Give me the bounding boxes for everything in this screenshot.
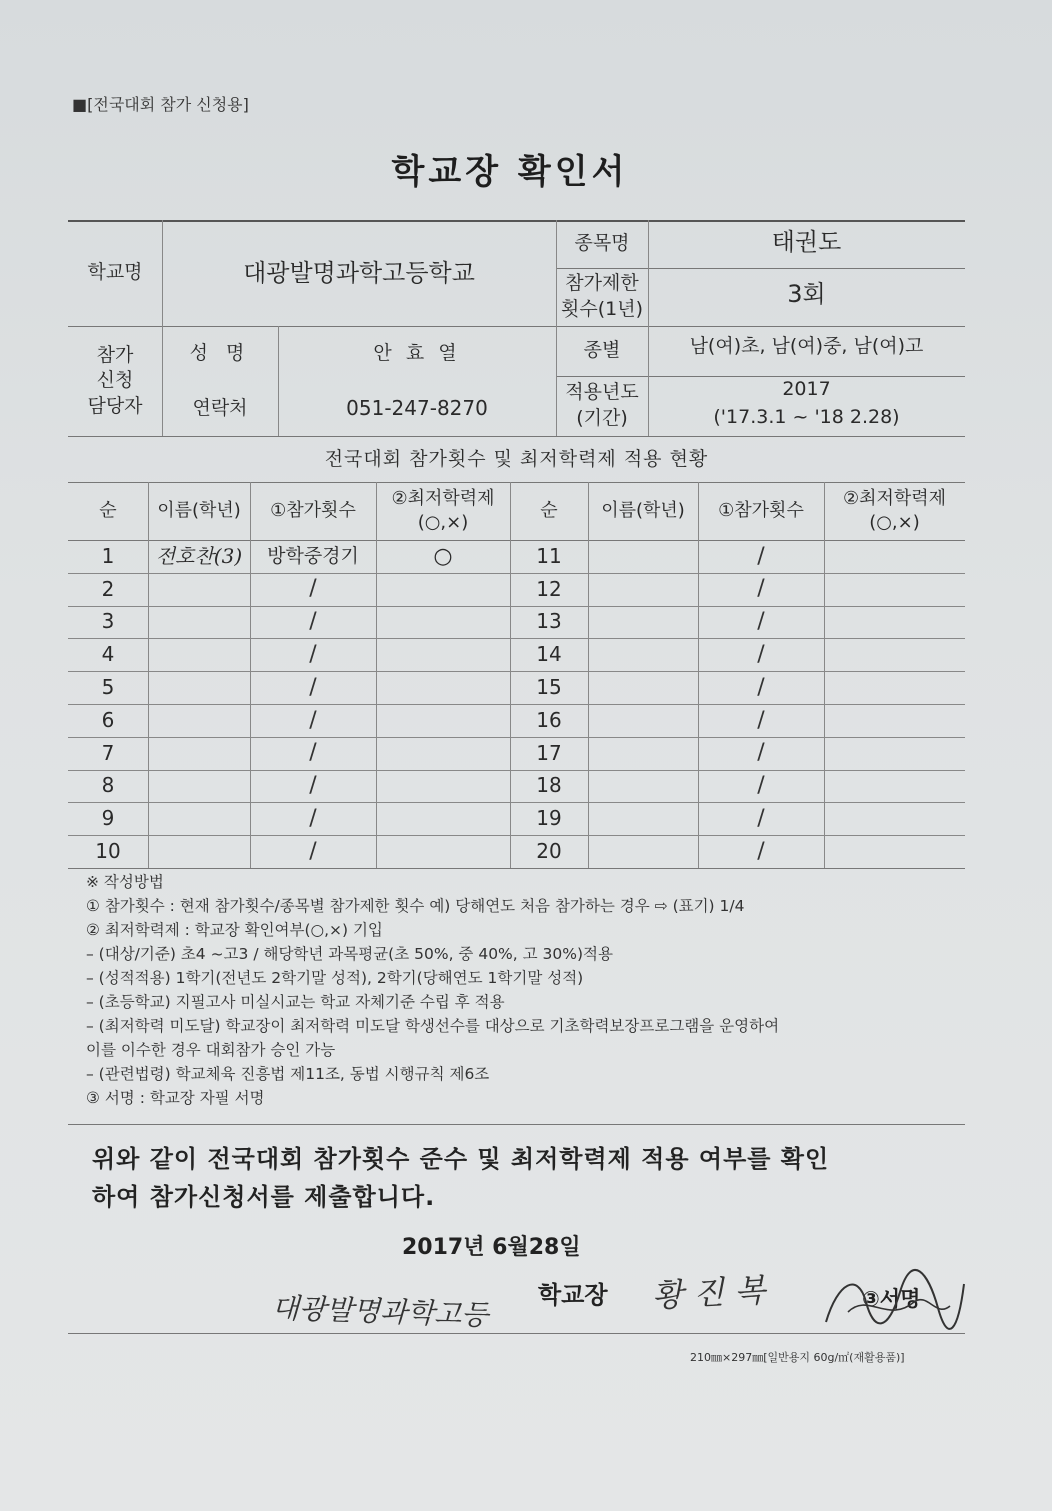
table-cell-mark2 [824,671,965,704]
note-line: ② 최저학력제 : 학교장 확인여부(○,×) 기입 [86,921,383,939]
table-cell-name [148,638,250,671]
year-value: 2017 [782,378,831,401]
signature-scribble [818,1262,968,1348]
table-cell-count: / [309,773,317,799]
table-cell-mark [376,704,510,737]
table-cell-mark [376,606,510,639]
table-cell-name2 [588,638,698,671]
table-cell-no: 8 [101,773,115,798]
table-cell-count2: / [757,674,765,700]
note-line: – (대상/기준) 초4 ~고3 / 해당학년 과목평균(초 50%, 중 40%, 고 30%)적용 [86,945,613,963]
table-cell-mark [376,573,510,606]
table-column-header: ②최저학력제 (○,×) [842,487,947,533]
table-cell-no2: 20 [536,839,562,864]
table-cell-no: 3 [101,609,115,634]
table-cell-no2: 16 [536,707,562,732]
table-cell-name2 [588,573,698,606]
table-cell-no2: 15 [536,675,562,700]
table-cell-mark2 [824,835,965,868]
table-cell-count: / [309,838,317,864]
table-cell-no: 1 [101,543,115,568]
year-label: 적용년도 (기간) [565,381,639,429]
table-column-header: ①참가횟수 [270,499,356,521]
table-cell-count: / [309,609,317,635]
table-column-header: 순 [99,499,117,521]
table-cell-name2 [588,671,698,704]
table-cell-mark [376,835,510,868]
sign-label: ③서명 [862,1287,921,1311]
table-cell-name [148,671,250,704]
handwritten-school-name: 대광발명과학고등 [271,1291,489,1332]
form-usage-label: ■[전국대회 참가 신청용] [72,95,249,114]
table-cell-mark [376,770,510,803]
table-cell-mark2 [824,573,965,606]
note-line: ※ 작성방법 [86,873,164,891]
table-cell-count: / [309,674,317,700]
school-value: 대광발명과학고등학교 [243,258,475,287]
table-cell-name [148,573,250,606]
note-line: ③ 서명 : 학교장 자필 서명 [86,1089,265,1107]
table-cell-count2: / [757,576,765,602]
phone-label: 연락처 [192,396,248,419]
note-line: – (초등학교) 지필고사 미실시교는 학교 자체기준 수립 후 적용 [86,993,505,1011]
table-cell-name [148,704,250,737]
table-cell-name [148,737,250,770]
table-cell-no: 2 [101,576,115,601]
table-cell-name: 전호찬(3) [155,543,243,568]
table-cell-name [148,835,250,868]
table-cell-name2 [588,802,698,835]
declaration-text [92,1140,829,1216]
table-cell-no2: 17 [536,740,562,765]
status-table-title: 전국대회 참가횟수 및 최저학력제 적용 현황 [324,448,709,471]
table-cell-count2: / [757,838,765,864]
school-label: 학교명 [87,261,143,284]
table-cell-mark2 [824,638,965,671]
table-cell-mark2 [824,540,965,573]
table-column-header: 이름(학년) [157,499,241,521]
notes-bottom-rule [68,1124,965,1125]
table-cell-count: 방학중경기 [267,544,359,567]
table-cell-count: / [309,576,317,602]
table-cell-mark2 [824,802,965,835]
table-cell-count: / [309,707,317,733]
table-cell-name2 [588,606,698,639]
table-column-header: ②최저학력제 (○,×) [391,487,495,533]
category-label: 종별 [583,339,621,362]
table-cell-count: / [309,740,317,766]
table-cell-no: 5 [101,675,115,700]
table-cell-count2: / [757,707,765,733]
table-cell-no: 7 [101,740,115,765]
document-title: 학교장 확인서 [391,152,629,192]
table-cell-name2 [588,737,698,770]
phone-value: 051-247-8270 [346,396,488,420]
limit-label: 참가제한 횟수(1년) [561,272,643,320]
paper-spec: 210㎜×297㎜[일반용지 60g/㎡(재활용품)] [690,1351,905,1364]
period-value: ('17.3.1 ~ '18 2.28) [713,406,900,429]
table-cell-name2 [588,835,698,868]
table-cell-mark [376,802,510,835]
table-cell-mark2 [824,737,965,770]
table-cell-name2 [588,770,698,803]
table-cell-count2: / [757,805,765,831]
table-cell-mark [376,737,510,770]
table-cell-count2: / [757,773,765,799]
table-cell-name [148,770,250,803]
info-rule [68,436,965,437]
table-cell-no: 4 [101,642,115,667]
table-cell-count2: / [757,609,765,635]
table-cell-count2: / [757,740,765,766]
table-cell-no2: 11 [536,543,562,568]
table-cell-no: 9 [101,806,115,831]
table-cell-count: / [309,641,317,667]
table-cell-count2: / [757,543,765,569]
principal-label: 학교장 [538,1281,608,1309]
table-cell-mark2 [824,770,965,803]
table-cell-no2: 18 [536,773,562,798]
note-line: 이를 이수한 경우 대회참가 승인 가능 [86,1041,336,1059]
table-cell-count2: / [757,641,765,667]
table-cell-no2: 13 [536,609,562,634]
event-label: 종목명 [574,232,630,255]
writing-instructions [86,870,779,1110]
note-line: – (성적적용) 1학기(전년도 2학기말 성적), 2학기(당해연도 1학기말 성적) [86,969,584,987]
table-cell-no2: 19 [536,806,562,831]
note-line: – (관련법령) 학교체육 진흥법 제11조, 동법 시행규칙 제6조 [86,1065,490,1083]
event-value: 태권도 [771,227,842,256]
table-cell-no: 10 [95,839,121,864]
table-cell-mark [376,671,510,704]
table-cell-name [148,606,250,639]
table-cell-mark2 [824,704,965,737]
name-label: 성 명 [189,341,251,364]
footer-rule [68,1333,965,1334]
table-bottom-rule [68,868,965,869]
table-cell-count: / [309,805,317,831]
handwritten-principal-name: 황 진 복 [651,1271,767,1315]
limit-value: 3회 [787,279,826,308]
declaration-line-1: 위와 같이 전국대회 참가횟수 준수 및 최저학력제 적용 여부를 확인 [92,1145,830,1173]
table-column-header: 이름(학년) [601,499,685,521]
table-cell-name2 [588,704,698,737]
table-column-header: 순 [540,499,558,521]
table-cell-no: 6 [101,707,115,732]
table-cell-name [148,802,250,835]
note-line: ① 참가횟수 : 현재 참가횟수/종목별 참가제한 횟수 예) 당해연도 처음 참가하는 경우 ⇨ (표기) 1/4 [86,897,745,915]
table-cell-mark [376,638,510,671]
name-value: 안 효 열 [373,341,461,364]
contact-label: 참가 신청 담당자 [87,343,143,417]
declaration-line-2: 하여 참가신청서를 제출합니다. [92,1183,436,1211]
table-cell-mark: ○ [433,543,453,569]
table-cell-mark2 [824,606,965,639]
table-cell-no2: 14 [536,642,562,667]
table-column-header: ①참가횟수 [718,499,804,521]
category-value: 남(여)초, 남(여)중, 남(여)고 [689,335,924,358]
table-cell-name2 [588,540,698,573]
table-cell-no2: 12 [536,576,562,601]
submission-date: 2017년 6월28일 [402,1235,581,1260]
note-line: – (최저학력 미도달) 학교장이 최저학력 미도달 학생선수를 대상으로 기초학력보장프로그램을 운영하여 [86,1017,780,1035]
